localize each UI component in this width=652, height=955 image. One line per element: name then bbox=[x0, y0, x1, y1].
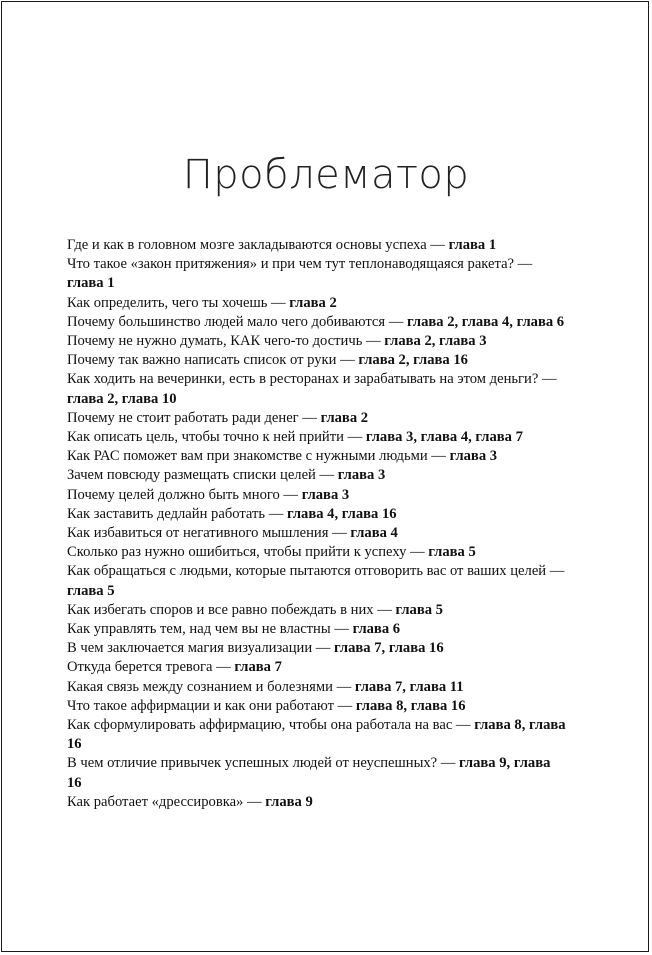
list-item bbox=[67, 505, 567, 524]
chapter-ref: глава 5 bbox=[395, 601, 443, 618]
list-item bbox=[67, 351, 567, 370]
list-item bbox=[67, 793, 567, 812]
question-text: Почему целей должно быть много — bbox=[67, 486, 302, 503]
list-item bbox=[67, 524, 567, 543]
list-item bbox=[67, 658, 567, 677]
chapter-ref: глава 3 bbox=[449, 448, 498, 465]
list-item bbox=[67, 562, 567, 600]
question-text: Как сформулировать аффирмацию, чтобы она работала на вас — bbox=[67, 717, 475, 734]
chapter-ref: глава 9 bbox=[265, 793, 313, 810]
list-item bbox=[67, 466, 567, 485]
chapter-ref: глава 2 bbox=[289, 294, 337, 311]
list-item bbox=[67, 601, 567, 620]
chapter-ref: глава 4 bbox=[350, 525, 398, 542]
list-item bbox=[67, 428, 567, 447]
question-text: Как определить, чего ты хочешь — bbox=[67, 294, 290, 311]
chapter-ref: глава 3, глава 4, глава 7 bbox=[365, 429, 523, 446]
chapter-ref: глава 2, глава 3 bbox=[384, 333, 487, 350]
list-item bbox=[67, 294, 567, 313]
chapter-ref: глава 2 bbox=[320, 409, 369, 426]
chapter-ref: глава 5 bbox=[428, 544, 476, 561]
list-item bbox=[67, 639, 567, 658]
chapter-ref: глава 5 bbox=[67, 582, 115, 599]
list-item bbox=[67, 255, 567, 293]
problem-index-list bbox=[67, 236, 567, 812]
question-text: Как РАС поможет вам при знакомстве с нужными людьми — bbox=[67, 448, 450, 465]
chapter-ref: глава 7, глава 16 bbox=[334, 640, 444, 657]
question-text: Как управлять тем, над чем вы не властны — bbox=[67, 621, 353, 638]
list-item bbox=[67, 409, 567, 428]
chapter-ref: глава 1 bbox=[67, 275, 115, 292]
question-text: Почему так важно написать список от руки — bbox=[67, 352, 359, 369]
question-text: Как избегать споров и все равно побеждать в них — bbox=[67, 601, 396, 618]
question-text: Где и как в головном мозге закладываются основы успеха — bbox=[67, 237, 449, 253]
chapter-ref: глава 2, глава 4, глава 6 bbox=[407, 313, 565, 330]
question-text: Какая связь между сознанием и болезнями — bbox=[67, 678, 355, 695]
chapter-ref: глава 7, глава 11 bbox=[354, 678, 464, 695]
question-text: Как работает «дрессировка» — bbox=[67, 793, 266, 810]
chapter-ref: глава 9, глава 16 bbox=[67, 755, 551, 791]
list-item bbox=[67, 697, 567, 716]
question-text: Почему не стоит работать ради денег — bbox=[67, 409, 321, 426]
chapter-ref: глава 4, глава 16 bbox=[286, 505, 397, 522]
question-text: В чем заключается магия визуализации — bbox=[67, 640, 335, 657]
question-text: Почему большинство людей мало чего добиваются — bbox=[67, 313, 408, 330]
question-text: Что такое «закон притяжения» и при чем тут теплонаводящаяся ракета? — bbox=[67, 256, 533, 273]
page-title: Проблематор bbox=[182, 152, 470, 198]
list-item bbox=[67, 678, 567, 697]
list-item bbox=[67, 543, 567, 562]
list-item bbox=[67, 447, 567, 466]
list-item bbox=[67, 332, 567, 351]
question-text: Как обращаться с людьми, которые пытаются отговорить вас от ваших целей — bbox=[67, 563, 565, 580]
question-text: Как ходить на вечеринки, есть в ресторанах и зарабатывать на этом деньги? — bbox=[67, 371, 557, 388]
chapter-ref: глава 2, глава 16 bbox=[358, 352, 468, 369]
chapter-ref: глава 3 bbox=[337, 467, 386, 484]
question-text: Как избавиться от негативного мышления — bbox=[67, 525, 351, 542]
chapter-ref: глава 8, глава 16 bbox=[67, 717, 566, 753]
question-text: Что такое аффирмации и как они работают — bbox=[67, 697, 356, 714]
list-item bbox=[67, 370, 567, 408]
chapter-ref: глава 7 bbox=[234, 659, 282, 676]
list-item bbox=[67, 754, 567, 792]
list-item bbox=[67, 313, 567, 332]
chapter-ref: глава 8, глава 16 bbox=[355, 697, 466, 714]
question-text: Почему не нужно думать, КАК чего-то достичь — bbox=[67, 333, 385, 350]
question-text: Как заставить дедлайн работать — bbox=[67, 505, 287, 522]
chapter-ref: глава 3 bbox=[301, 486, 350, 503]
chapter-ref: глава 1 bbox=[448, 237, 497, 253]
list-item bbox=[67, 236, 567, 255]
question-text: Сколько раз нужно ошибиться, чтобы прийти к успеху — bbox=[67, 544, 429, 561]
list-item bbox=[67, 620, 567, 639]
list-item bbox=[67, 716, 567, 754]
list-item bbox=[67, 486, 567, 505]
question-text: Зачем повсюду размещать списки целей — bbox=[67, 467, 338, 484]
chapter-ref: глава 2, глава 10 bbox=[67, 390, 177, 407]
question-text: В чем отличие привычек успешных людей от неуспешных? — bbox=[67, 755, 460, 772]
question-text: Откуда берется тревога — bbox=[67, 659, 235, 676]
chapter-ref: глава 6 bbox=[352, 621, 401, 638]
question-text: Как описать цель, чтобы точно к ней прийти — bbox=[67, 429, 366, 446]
